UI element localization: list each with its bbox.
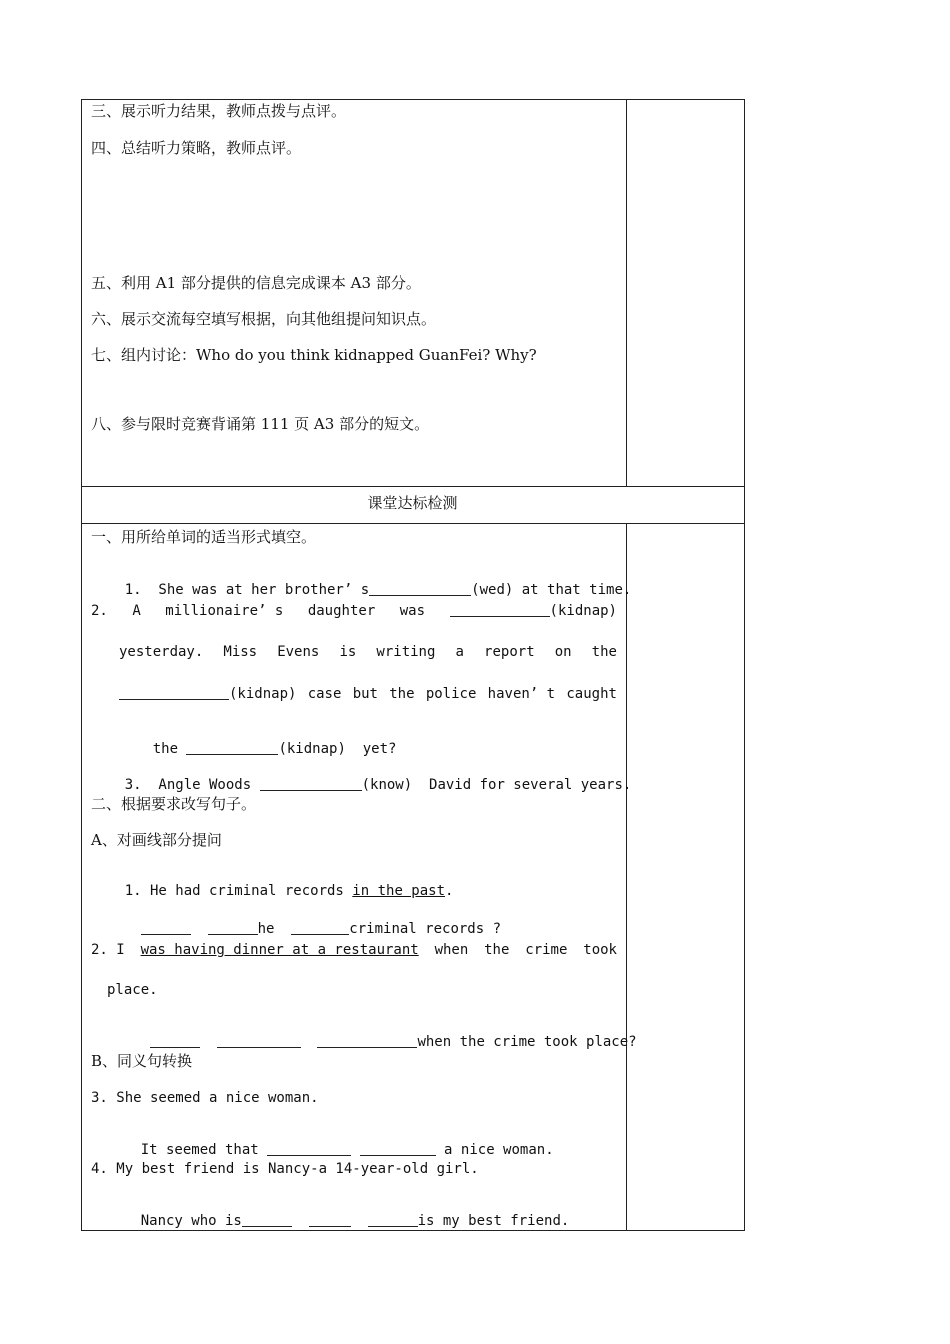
q2-word: Miss [223, 644, 258, 660]
column-divider-bottom [626, 523, 627, 1231]
p2-q1-underlined: in the past [352, 883, 446, 899]
q2-word: daughter [307, 603, 376, 619]
step-5-text: 五、利用 A1 部分提供的信息完成课本 A3 部分。 [91, 274, 421, 292]
p2-q2-word: when [434, 942, 469, 958]
q2-word: A [132, 603, 141, 619]
q2-word: a [455, 644, 464, 660]
q2-word: caught [566, 686, 617, 702]
p2-q2-word: took [583, 942, 617, 958]
p2-q4-line: 4. My best friend is Nancy-a 14-year-old girl. [91, 1161, 479, 1177]
q2-word: case [307, 686, 342, 702]
p2-q2-line-2: place. [107, 982, 158, 998]
q2-word: yesterday. [119, 644, 204, 660]
p2-q2-blank-3[interactable] [317, 1033, 417, 1048]
step-3-text: 三、展示听力结果，教师点拨与点评。 [91, 102, 347, 120]
p2-q2-num: 2. I [91, 942, 125, 958]
q2-word: millionaire’ s [165, 603, 284, 619]
p2-q3-line: 3. She seemed a nice woman. [91, 1090, 319, 1106]
p2-q1-period: . [445, 883, 454, 899]
p2-q2-word: crime [525, 942, 568, 958]
q2-word: writing [376, 644, 436, 660]
q1-blank[interactable] [369, 581, 471, 596]
p2-q4-answer-start: Nancy who is [140, 1213, 242, 1229]
column-divider-top [626, 99, 627, 487]
p2-q1-blank-1[interactable] [141, 920, 191, 935]
row-divider-1 [81, 486, 745, 487]
q2-word: the [591, 644, 617, 660]
q2-word: the [152, 741, 179, 757]
p2-q2-blank-2[interactable] [217, 1033, 301, 1048]
q2-word: police [425, 686, 477, 702]
step-4-text: 四、总结听力策略，教师点评。 [91, 139, 302, 157]
q1-text-end: (wed) at that time. [471, 582, 632, 598]
part2-heading: 二、根据要求改写句子。 [91, 795, 257, 813]
p2-q4-answer-line [107, 1198, 569, 1242]
q2-word: the [389, 686, 415, 702]
p2-q2-answer-line [116, 1019, 637, 1063]
q2-blank-3[interactable] [186, 740, 278, 755]
p2-q1-word: he [257, 921, 275, 937]
section-title: 课堂达标检测 [367, 494, 458, 512]
p2-q4-blank-2[interactable] [309, 1212, 351, 1227]
q1-text: 1. She was at her brother’ s [124, 582, 370, 598]
q2-line-2 [119, 644, 617, 660]
p2-q3-answer-start: It seemed that [140, 1142, 259, 1158]
q2-blank-2[interactable] [119, 685, 229, 700]
p2-q2-line-1 [91, 942, 617, 958]
step-8-text: 八、参与限时竞赛背诵第 111 页 A3 部分的短文。 [91, 415, 430, 433]
p2-q3-blank-2[interactable] [360, 1141, 436, 1156]
q2-word: on [554, 644, 572, 660]
p2-q3-answer-end: a nice woman. [444, 1142, 554, 1158]
p2-q4-blank-3[interactable] [368, 1212, 418, 1227]
q2-word: Evens [277, 644, 320, 660]
p2-q1-blank-3[interactable] [291, 920, 349, 935]
part1-heading: 一、用所给单词的适当形式填空。 [91, 528, 317, 546]
q2-line-1 [91, 602, 617, 619]
q2-word: but [352, 686, 378, 702]
q2-word: report [484, 644, 535, 660]
step-6-text: 六、展示交流每空填写根据，向其他组提问知识点。 [91, 310, 437, 328]
p2-q1-text: 1. He had criminal records [124, 883, 353, 899]
row-divider-2 [81, 523, 745, 524]
q2-word: (kidnap) [549, 603, 617, 619]
q3-blank[interactable] [260, 776, 362, 791]
q2-word: 2. [91, 603, 108, 619]
p2-q2-blank-1[interactable] [150, 1033, 200, 1048]
p2-q1-answer-end: criminal records ? [349, 921, 502, 937]
part2-sub-b: B、同义句转换 [91, 1052, 193, 1070]
p2-q1-blank-2[interactable] [208, 920, 258, 935]
p2-q4-blank-1[interactable] [242, 1212, 292, 1227]
q3-text-end: (know) David for several years. [361, 777, 632, 793]
q2-word: (kidnap) [229, 686, 297, 702]
q2-word: haven’ t [487, 686, 556, 702]
q2-blank-2-group [119, 685, 296, 702]
q2-blank-1[interactable] [450, 602, 550, 617]
p2-q4-answer-end: is my best friend. [417, 1213, 570, 1229]
q2-word: (kidnap) yet? [278, 741, 397, 757]
part2-sub-a: A、对画线部分提问 [91, 831, 222, 849]
q2-blank-1-group [450, 602, 617, 619]
q3-text: 3. Angle Woods [124, 777, 252, 793]
p2-q2-answer-end: when the crime took place? [417, 1034, 637, 1050]
q2-line-3 [119, 685, 617, 702]
p2-q2-underlined: was having dinner at a restaurant [140, 942, 419, 958]
p2-q2-word: the [484, 942, 510, 958]
q2-word: was [399, 603, 426, 619]
p2-q3-blank-1[interactable] [267, 1141, 351, 1156]
q2-word: is [339, 644, 357, 660]
step-7-text: 七、组内讨论：Who do you think kidnapped GuanFei? Why? [91, 346, 537, 364]
